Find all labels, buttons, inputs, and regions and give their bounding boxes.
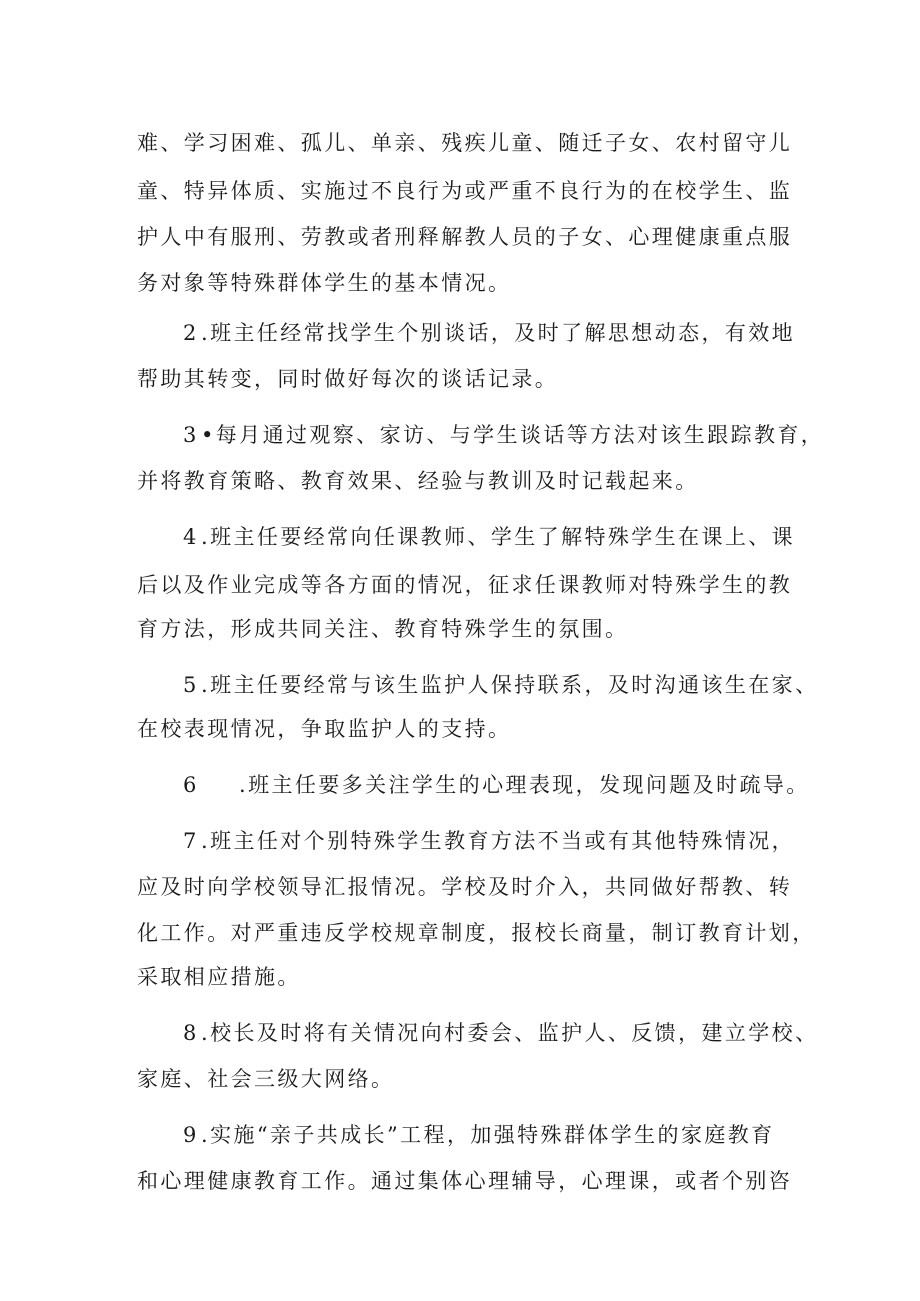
text-line — [183, 1120, 797, 1150]
text-line: 后以及作业完成等各方面的情况，征求任课教师对特殊学生的教 — [137, 573, 793, 597]
item-number: 9 — [183, 1123, 199, 1147]
item-number: 8 — [183, 1021, 199, 1045]
text-line: 化工作。对严重违反学校规章制度，报校长商量，制订教育计划， — [137, 921, 816, 945]
item-number: 2 — [183, 321, 199, 345]
item-number: 5 — [183, 673, 199, 697]
text-line — [183, 318, 797, 348]
text-line-content: .班主任要经常与该生监护人保持联系，及时沟通该生在家、 — [201, 673, 819, 697]
text-line — [183, 826, 797, 856]
text-line-content: •每月通过观察、家访、与学生谈话等方法对该生跟踪教育， — [201, 423, 825, 447]
text-line: 难、学习困难、孤儿、单亲、残疾儿童、随迁子女、农村留守儿 — [137, 131, 793, 155]
item-number: 3 — [183, 423, 199, 447]
text-line: 采取相应措施。 — [137, 965, 301, 989]
text-line-content: .班主任要多关注学生的心理表现，发现问题及时疏导。 — [239, 773, 810, 797]
text-line — [183, 420, 825, 450]
text-line: 应及时向学校领导汇报情况。学校及时介入，共同做好帮教、转 — [137, 875, 793, 899]
text-line: 育方法，形成共同关注、教育特殊学生的氛围。 — [137, 617, 629, 641]
text-line — [183, 522, 797, 552]
text-line-content: .校长及时将有关情况向村委会、监护人、反馈，建立学校、 — [201, 1021, 819, 1045]
text-line: 和心理健康教育工作。通过集体心理辅导，心理课，或者个别咨 — [137, 1169, 793, 1193]
text-line-content: .班主任经常找学生个别谈话，及时了解思想动态，有效地 — [201, 321, 796, 345]
text-line-content: .班主任对个别特殊学生教育方法不当或有其他特殊情况， — [201, 829, 796, 853]
text-line — [183, 1018, 819, 1048]
item-number: 6 — [183, 773, 199, 797]
text-line: 帮助其转变，同时做好每次的谈话记录。 — [137, 367, 559, 391]
text-line — [183, 670, 819, 700]
text-line — [183, 770, 810, 800]
text-line: 务对象等特殊群体学生的基本情况。 — [137, 271, 512, 295]
text-line: 童、特异体质、实施过不良行为或严重不良行为的在校学生、监 — [137, 179, 793, 203]
text-line: 并将教育策略、教育效果、经验与教训及时记载起来。 — [137, 469, 699, 493]
text-line-content: .班主任要经常向任课教师、学生了解特殊学生在课上、课 — [201, 525, 796, 549]
text-line: 在校表现情况，争取监护人的支持。 — [137, 717, 512, 741]
text-line: 护人中有服刑、劳教或者刑释解教人员的子女、心理健康重点服 — [137, 225, 793, 249]
item-number: 7 — [183, 829, 199, 853]
item-number: 4 — [183, 525, 199, 549]
text-line-content: .实施“亲子共成长”工程，加强特殊群体学生的家庭教育 — [201, 1123, 775, 1147]
text-line: 家庭、社会三级大网络。 — [137, 1067, 395, 1091]
